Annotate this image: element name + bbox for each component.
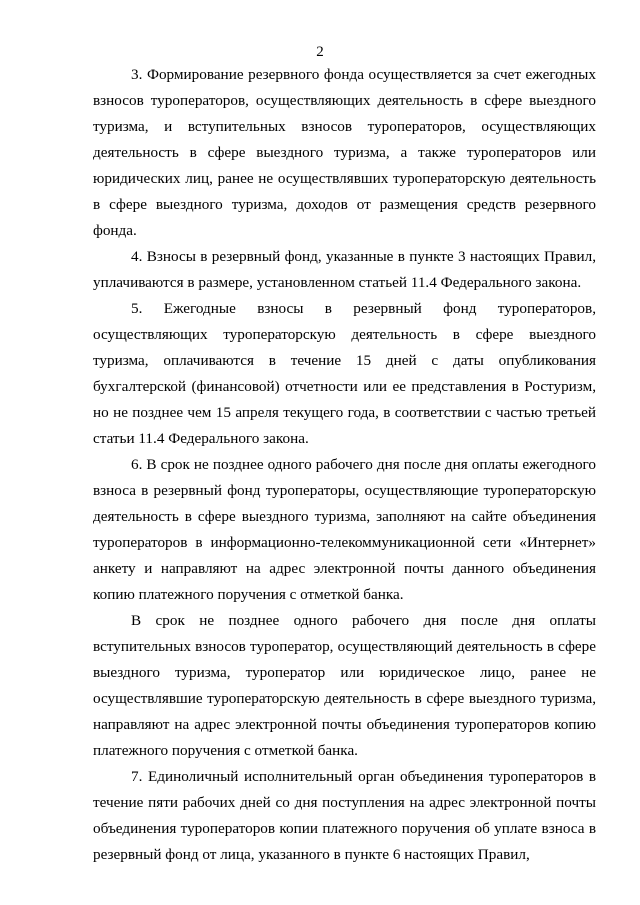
paragraph-item-3: 3. Формирование резервного фонда осуществляется за счет ежегодных взносов туроператоров, осуществляющих деятельность в сфере выездного туризма, и вступительных взносов туроператоров, осуществляющих деятельность в сфере выездного туризма, а также туроператоров или юридических лиц, ранее не осуществлявших туроператорскую деятельность в сфере выездного туризма, доходов от размещения средств резервного фонда. [93,66,596,239]
paragraph-item-6: 6. В срок не позднее одного рабочего дня после дня оплаты ежегодного взноса в резервный фонд туроператоры, осуществляющие туроператорскую деятельность в сфере выездного туризма, заполняют на сайте объединения туроператоров в информационно-телекоммуникационной сети «Интернет» анкету и направляют на адрес электронной почты данного объединения копию платежного поручения с отметкой банка. [93,456,596,603]
page-number: 2 [316,44,324,60]
paragraph-item-4: 4. Взносы в резервный фонд, указанные в пункте 3 настоящих Правил, уплачиваются в размере, установленном статьей 11.4 Федерального закона. [93,248,596,291]
paragraph-item-5: 5. Ежегодные взносы в резервный фонд туроператоров, осуществляющих туроператорскую деятельность в сфере выездного туризма, оплачиваются в течение 15 дней с даты опубликования бухгалтерской (финансовой) отчетности или ее представления в Ростуризм, но не позднее чем 15 апреля текущего года, в соответствии с частью третьей статьи 11.4 Федерального закона. [93,300,596,447]
paragraph-item-6-continued: В срок не позднее одного рабочего дня после дня оплаты вступительных взносов туроператор, осуществляющий деятельность в сфере выездного туризма, туроператор или юридическое лицо, ранее не осуществлявшие туроператорскую деятельность в сфере выездного туризма, направляют на адрес электронной почты объединения туроператоров копию платежного поручения с отметкой банка. [93,612,596,759]
paragraph-item-7: 7. Единоличный исполнительный орган объединения туроператоров в течение пяти рабочих дней со дня поступления на адрес электронной почты объединения туроператоров копии платежного поручения об уплате взноса в резервный фонд от лица, указанного в пункте 6 настоящих Правил, [93,768,596,863]
document-body [93,62,596,868]
